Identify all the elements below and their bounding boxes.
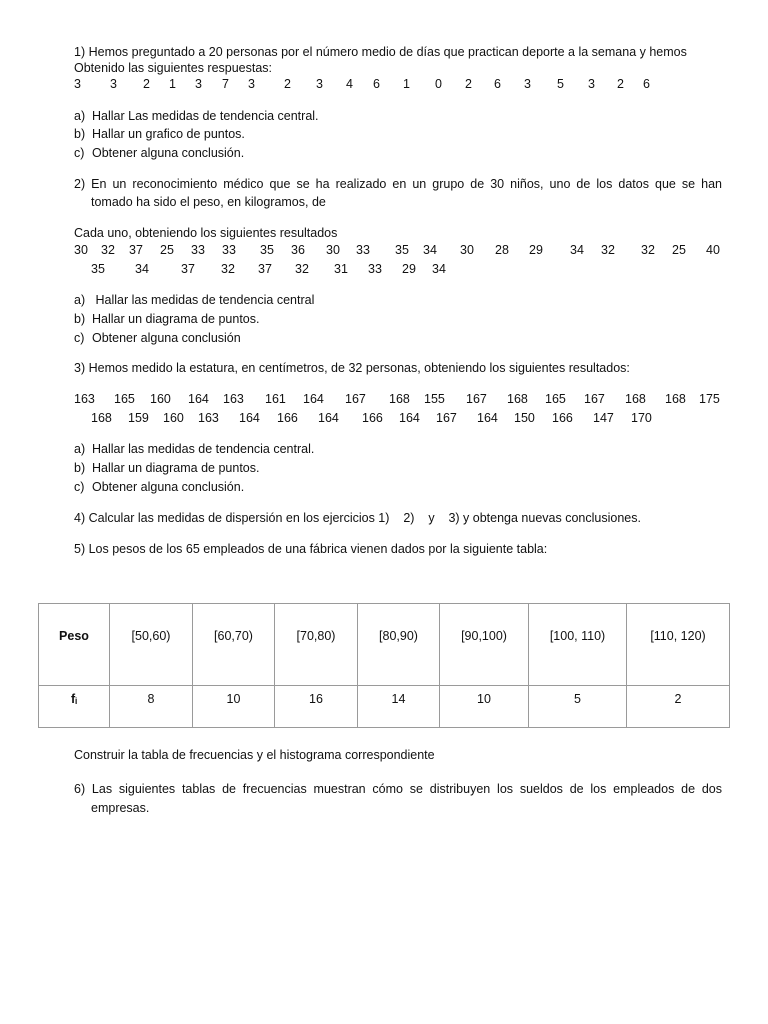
table-cell-interval: [70,80) [275,604,358,686]
ex2-item-b: b) Hallar un diagrama de puntos. [74,312,260,326]
ex2-value: 34 [135,262,149,276]
ex1-value: 3 [588,77,595,91]
table-row-label-fi: fᵢ [39,686,110,728]
ex6-statement-line2: empresas. [91,801,150,815]
ex3-values-row2 [0,410,768,426]
ex3-value: 167 [584,392,605,406]
ex3-value: 167 [466,392,487,406]
ex1-value: 3 [195,77,202,91]
ex1-value: 3 [316,77,323,91]
ex1-values-row [0,76,768,92]
ex3-values-row1 [0,391,768,407]
table-cell-frequency: 10 [440,686,529,728]
ex3-value: 164 [239,411,260,425]
ex3-value: 164 [303,392,324,406]
table-cell-interval: [110, 120) [627,604,730,686]
ex2-value: 28 [495,243,509,257]
ex2-value: 37 [129,243,143,257]
table-row-peso [39,604,730,686]
ex1-value: 3 [74,77,81,91]
ex3-value: 164 [399,411,420,425]
ex1-value: 4 [346,77,353,91]
ex1-value: 2 [465,77,472,91]
table-cell-interval: [80,90) [358,604,440,686]
ex2-statement-line3: Cada uno, obteniendo los siguientes resultados [74,226,338,240]
table-cell-interval: [50,60) [110,604,193,686]
ex2-value: 34 [432,262,446,276]
ex3-value: 147 [593,411,614,425]
ex2-value: 40 [706,243,720,257]
ex1-value: 6 [494,77,501,91]
ex3-value: 165 [545,392,566,406]
ex3-item-c: c) Obtener alguna conclusión. [74,480,245,494]
ex1-value: 5 [557,77,564,91]
ex2-value: 32 [601,243,615,257]
ex2-item-a: a) Hallar las medidas de tendencia central [74,293,315,307]
ex3-value: 161 [265,392,286,406]
ex3-value: 166 [552,411,573,425]
ex2-values-row2 [0,261,768,277]
ex1-value: 0 [435,77,442,91]
ex2-value: 33 [356,243,370,257]
ex2-value: 34 [570,243,584,257]
ex2-value: 29 [529,243,543,257]
ex2-value: 30 [74,243,88,257]
ex3-value: 164 [188,392,209,406]
ex5-instruction: Construir la tabla de frecuencias y el histograma correspondiente [74,748,435,762]
ex6-statement-line1: 6) Las siguientes tablas de frecuencias muestran cómo se distribuyen los sueldos de los empleados de dos [74,782,722,796]
ex2-statement-line2: tomado ha sido el peso, en kilogramos, de [91,195,326,209]
ex1-value: 2 [284,77,291,91]
ex3-value: 160 [150,392,171,406]
ex2-value: 29 [402,262,416,276]
ex2-value: 30 [326,243,340,257]
ex3-item-b: b) Hallar un diagrama de puntos. [74,461,260,475]
ex1-value: 1 [169,77,176,91]
table-cell-frequency: 5 [529,686,627,728]
ex2-value: 32 [101,243,115,257]
ex3-value: 164 [318,411,339,425]
ex1-value: 3 [524,77,531,91]
ex3-value: 164 [477,411,498,425]
ex2-value: 33 [222,243,236,257]
ex3-value: 175 [699,392,720,406]
ex3-value: 167 [436,411,457,425]
ex2-value: 25 [160,243,174,257]
ex3-value: 168 [625,392,646,406]
ex2-item-c: c) Obtener alguna conclusión [74,331,241,345]
ex2-value: 35 [395,243,409,257]
table-cell-frequency: 8 [110,686,193,728]
ex1-value: 3 [110,77,117,91]
ex1-value: 2 [617,77,624,91]
ex1-value: 6 [373,77,380,91]
ex3-value: 168 [665,392,686,406]
ex2-values-row1 [0,242,768,258]
ex3-value: 168 [91,411,112,425]
ex1-value: 1 [403,77,410,91]
ex1-statement-line2: Obtenido las siguientes respuestas: [74,61,273,75]
ex5-statement: 5) Los pesos de los 65 empleados de una fábrica vienen dados por la siguiente tabla: [74,542,548,556]
ex3-value: 170 [631,411,652,425]
ex2-value: 33 [368,262,382,276]
ex3-value: 168 [389,392,410,406]
ex2-value: 36 [291,243,305,257]
ex2-value: 34 [423,243,437,257]
ex3-value: 166 [277,411,298,425]
ex2-value: 31 [334,262,348,276]
ex2-statement-line1: 2) En un reconocimiento médico que se ha realizado en un grupo de 30 niños, uno de los datos que se han [74,177,722,191]
ex1-value: 2 [143,77,150,91]
ex3-item-a: a) Hallar las medidas de tendencia central. [74,442,315,456]
ex2-value: 37 [181,262,195,276]
ex3-value: 160 [163,411,184,425]
ex4-statement: 4) Calcular las medidas de dispersión en los ejercicios 1) 2) y 3) y obtenga nuevas conclusiones. [74,511,641,525]
ex2-value: 32 [641,243,655,257]
table-cell-frequency: 10 [193,686,275,728]
table-cell-interval: [100, 110) [529,604,627,686]
ex3-value: 163 [74,392,95,406]
ex3-value: 155 [424,392,445,406]
ex2-value: 25 [672,243,686,257]
ex2-value: 33 [191,243,205,257]
table-cell-frequency: 14 [358,686,440,728]
ex3-value: 163 [223,392,244,406]
ex3-value: 159 [128,411,149,425]
ex3-value: 168 [507,392,528,406]
table-cell-interval: [60,70) [193,604,275,686]
ex3-value: 163 [198,411,219,425]
ex2-value: 30 [460,243,474,257]
table-row-frequency [39,686,730,728]
ex3-value: 166 [362,411,383,425]
ex3-value: 165 [114,392,135,406]
ex1-item-b: b) Hallar un grafico de puntos. [74,127,245,141]
ex1-value: 7 [222,77,229,91]
ex1-value: 6 [643,77,650,91]
ex2-value: 32 [295,262,309,276]
ex3-statement-line1: 3) Hemos medido la estatura, en centímetros, de 32 personas, obteniendo los siguientes resultados: [74,361,630,375]
ex2-value: 32 [221,262,235,276]
ex2-value: 35 [260,243,274,257]
ex2-value: 37 [258,262,272,276]
ex1-statement-line1: 1) Hemos preguntado a 20 personas por el número medio de días que practican deporte a la semana y hemos [74,45,687,59]
ex2-value: 35 [91,262,105,276]
ex1-value: 3 [248,77,255,91]
weights-frequency-table [38,603,730,728]
table-cell-frequency: 2 [627,686,730,728]
ex3-value: 167 [345,392,366,406]
table-cell-frequency: 16 [275,686,358,728]
ex1-item-a: a) Hallar Las medidas de tendencia central. [74,109,319,123]
ex1-item-c: c) Obtener alguna conclusión. [74,146,245,160]
table-cell-interval: [90,100) [440,604,529,686]
ex3-value: 150 [514,411,535,425]
table-row-label-peso: Peso [39,604,110,686]
